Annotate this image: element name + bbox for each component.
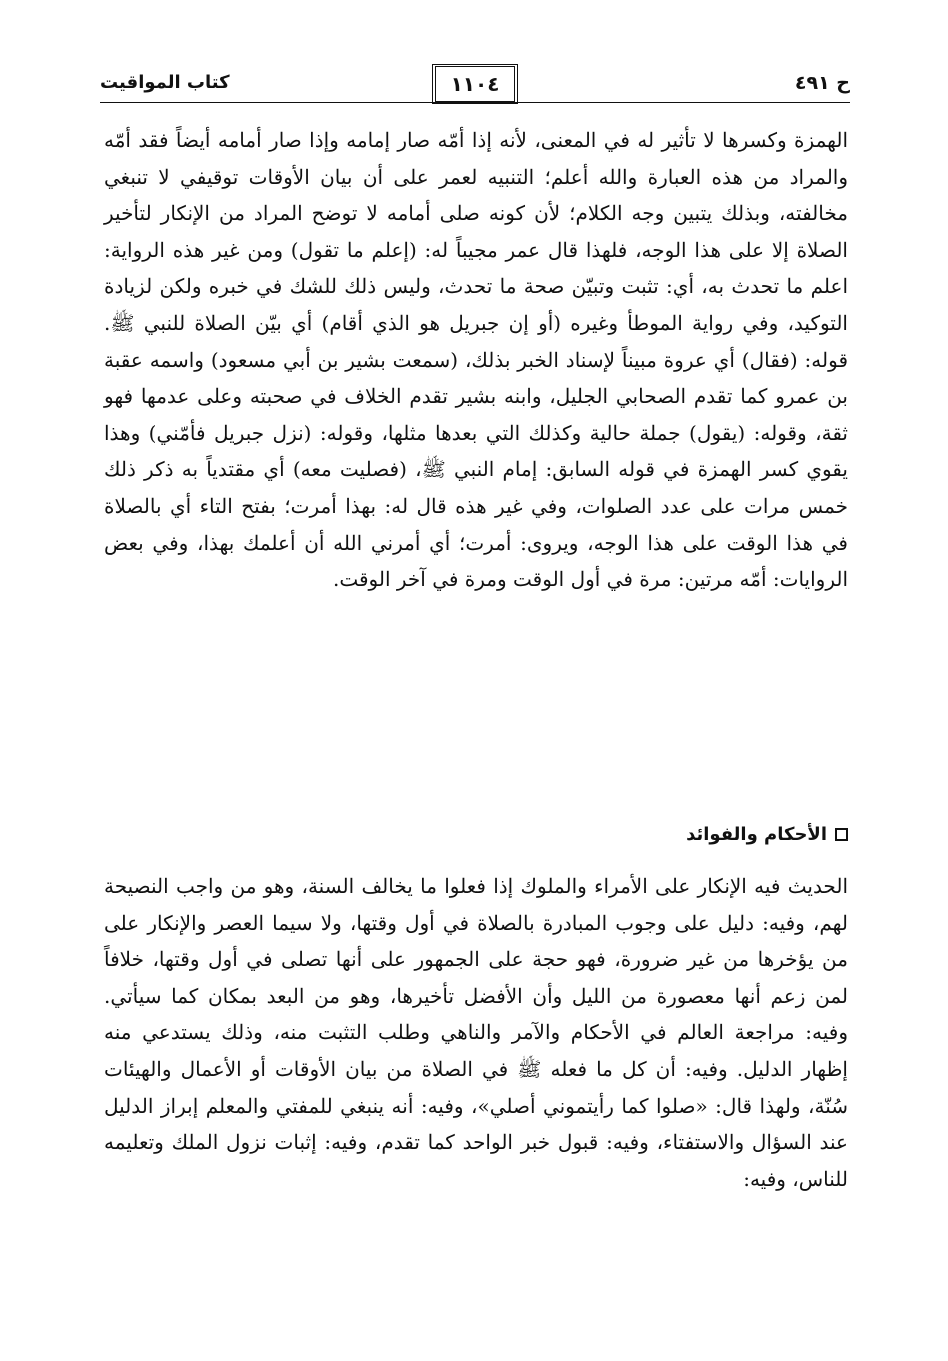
square-bullet-icon: [835, 828, 848, 841]
rulings-paragraph: [104, 868, 848, 1197]
section-heading: [686, 818, 848, 850]
book-title: كتاب المواقيت: [100, 72, 230, 93]
section-heading-label: الأحكام والفوائد: [686, 823, 827, 845]
page-header: [100, 58, 850, 106]
header-divider: [100, 102, 850, 103]
paragraph-text: الحديث فيه الإنكار على الأمراء والملوك إذا فعلوا ما يخالف السنة، وهو من واجب النصيحة لهم، وفيه: دليل على وجوب المبادرة بالصلاة في أول وقتها، ولا سيما العصر والإنكار على من يؤخرها من غير ضرورة، فهو حجة على الجمهور على أنها تصلى في أول وقتها، خلافاً لمن زعم أنها معصورة من الليل وأن الأفضل تأخيرها، وهو من البعد بمكان كما سيأتي. وفيه: مراجعة العالم في الأحكام والآمر والناهي وطلب التثبت منه، وذلك يستدعي منه إظهار الدليل. وفيه: أن كل ما فعله ﷺ في الصلاة من بيان الأوقات أو الأعمال والهيئات سُنّة، ولهذا قال: «صلوا كما رأيتموني أصلي»، وفيه: أنه ينبغي للمفتي والمعلم إبراز الدليل عند السؤال والاستفتاء، وفيه: قبول خبر الواحد كما تقدم، وفيه: إثبات نزول الملك وتعليمه للناس، وفيه:: [104, 874, 848, 1191]
hadith-number: ح ٤٩١: [794, 72, 850, 94]
paragraph-text: الهمزة وكسرها لا تأثير له في المعنى، لأنه إذا أمّه صار إمامه وإذا صار أمامه أيضاً فقد أمّه والمراد من هذه العبارة والله أعلم؛ التنبيه لعمر على أن بيان الأوقات توقيفي لا تنبغي مخالفته، وبذلك يتبين وجه الكلام؛ لأن كونه صلى أمامه لا توضح المراد من الإنكار لتأخير الصلاة إلا على هذا الوجه، فلهذا قال عمر مجيباً له: (إعلم ما تقول) ومن غير هذه الرواية: اعلم ما تحدث به، أي: تثبت وتبيّن صحة ما تحدث، وليس ذلك للشك في خبره ولكن لزيادة التوكيد، وفي رواية الموطأ وغيره (أو إن جبريل هو الذي أقام) أي بيّن الصلاة للنبي ﷺ. قوله: (فقال) أي عروة مبيناً لإسناد الخبر بذلك، (سمعت بشير بن أبي مسعود) واسمه عقبة بن عمرو كما تقدم الصحابي الجليل، وابنه بشير تقدم الخلاف في صحبته وعلى عدمها فهو ثقة، وقوله: (يقول) جملة حالية وكذلك التي بعدها مثلها، وقوله: (نزل جبريل فأمّني) وهذا يقوي كسر الهمزة في قوله السابق: إمام النبي ﷺ، (فصليت معه) أي مقتدياً به ذكر ذلك خمس مرات على عدد الصلوات، وفي غير هذه قال له: بهذا أمرت؛ بفتح التاء أي بالصلاة في هذا الوقت على هذا الوجه، ويروى: أمرت؛ أي أمرني الله أن أعلمك بهذا، وفي بعض الروايات: أمّه مرتين: مرة في أول الوقت ومرة في آخر الوقت.: [104, 128, 849, 592]
page-number: ١١٠٤: [432, 64, 518, 104]
commentary-paragraph: [104, 122, 848, 598]
